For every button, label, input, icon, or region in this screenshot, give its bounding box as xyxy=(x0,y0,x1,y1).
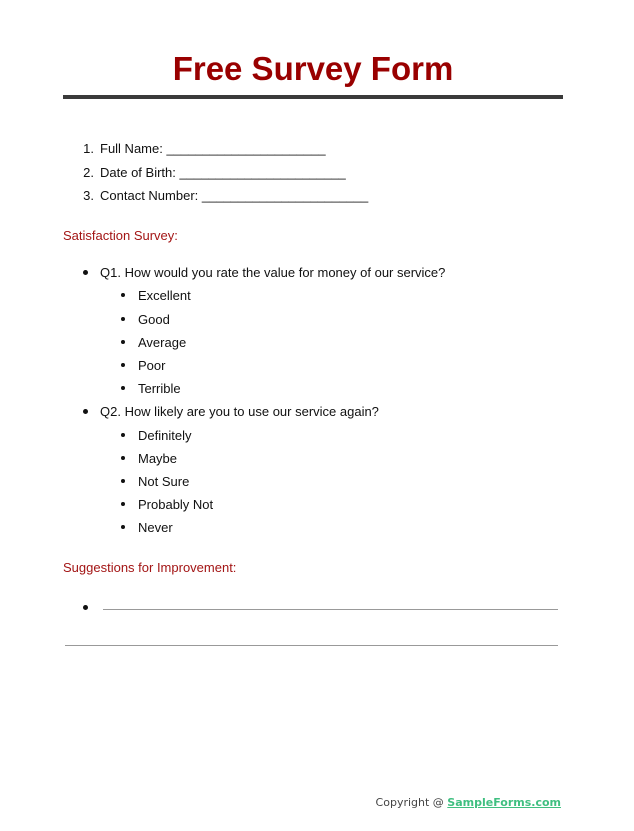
field-label: Full Name: xyxy=(100,141,163,156)
bullet-icon xyxy=(121,293,125,297)
personal-field-3[interactable] xyxy=(100,188,368,203)
bullet-icon xyxy=(83,409,88,414)
bullet-icon xyxy=(121,525,125,529)
suggestion-answer-line-2[interactable] xyxy=(65,645,558,646)
page-title: Free Survey Form xyxy=(172,50,454,87)
field-number: 3. xyxy=(83,188,94,203)
bullet-icon xyxy=(121,433,125,437)
personal-field-1[interactable] xyxy=(100,141,326,156)
bullet-icon xyxy=(121,502,125,506)
option-not-sure[interactable]: Not Sure xyxy=(138,474,190,489)
field-number: 2. xyxy=(83,164,94,180)
suggestions-heading: Suggestions for Improvement: xyxy=(63,560,237,575)
bullet-icon xyxy=(121,456,125,460)
field-blank[interactable]: _______________________ xyxy=(201,188,369,203)
brand-link[interactable]: SampleForms.com xyxy=(447,796,561,809)
option-average[interactable]: Average xyxy=(138,334,187,350)
bullet-icon xyxy=(121,479,125,483)
question-1: Q1. How would you rate the value for money of our service? xyxy=(100,265,446,280)
option-terrible[interactable]: Terrible xyxy=(138,381,181,397)
option-excellent[interactable]: Excellent xyxy=(138,288,191,304)
suggestion-answer-line[interactable] xyxy=(103,609,558,610)
field-blank[interactable]: ______________________ xyxy=(166,141,326,156)
field-number: 1. xyxy=(83,141,94,156)
option-definitely[interactable]: Definitely xyxy=(138,427,192,443)
bullet-icon xyxy=(121,317,125,321)
bullet-icon xyxy=(83,270,88,275)
footer-copyright xyxy=(376,796,561,809)
field-blank[interactable]: _______________________ xyxy=(179,164,346,180)
bullet-icon xyxy=(121,386,125,390)
question-2: Q2. How likely are you to use our service again? xyxy=(100,404,379,420)
field-label: Date of Birth: xyxy=(100,164,176,180)
personal-field-2[interactable] xyxy=(100,165,346,180)
option-probably-not[interactable]: Probably Not xyxy=(138,497,214,513)
bullet-icon xyxy=(121,340,125,344)
option-good[interactable]: Good xyxy=(138,311,170,327)
bullet-icon xyxy=(121,363,125,367)
option-never[interactable]: Never xyxy=(138,520,173,536)
option-poor[interactable]: Poor xyxy=(138,357,166,373)
option-maybe[interactable]: Maybe xyxy=(138,450,178,466)
copyright-text: Copyright @ xyxy=(375,796,448,809)
title-divider xyxy=(63,95,563,99)
field-label: Contact Number: xyxy=(100,188,199,203)
satisfaction-heading: Satisfaction Survey: xyxy=(63,228,178,243)
bullet-icon xyxy=(83,605,88,610)
